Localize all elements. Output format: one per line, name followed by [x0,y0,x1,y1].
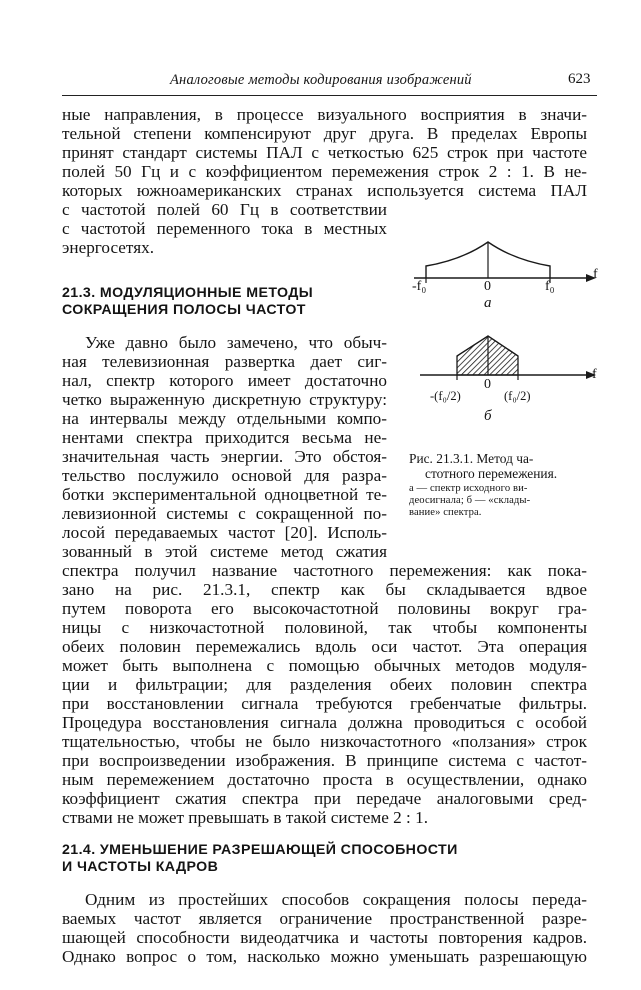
text-line: ваемых частот является ограничение пространственной разре- [62,909,587,928]
text-line: нентами спектра приходится весьма не- [62,428,387,447]
spectrum-folded-diagram [420,336,597,424]
text-line: с частотой переменного тока в местных [62,219,387,238]
text-line: лосой передаваемых частот [20]. Исполь- [62,523,387,542]
text-line: спектра получил название частотного перемежения: как пока- [62,561,587,580]
spectrum-original-diagram [412,242,598,311]
running-head: Аналоговые методы кодирования изображений [170,72,472,88]
text-line: зано на рис. 21.3.1, спектр как бы складывается вдвое [62,580,587,599]
label-zero-a: 0 [484,279,491,294]
text-line: при восстановлении сигнала требуются гребенчатые фильтры. [62,694,587,713]
label-b: б [484,408,492,424]
text-line: с частотой полей 60 Гц в соответствии [62,200,387,219]
label-neg-half-f0: -(f₀/2) [430,389,461,403]
text-line: четко выраженную дискретную структуру: [62,390,387,409]
label-f-b: f [592,367,597,382]
text-line: может быть выполнена с помощью обычных методов модуля- [62,656,587,675]
label-f0: f₀ [545,279,555,294]
section-heading: И ЧАСТОТЫ КАДРОВ [62,859,219,875]
section-heading: 21.4. УМЕНЬШЕНИЕ РАЗРЕШАЮЩЕЙ СПОСОБНОСТИ [62,842,458,858]
text-line: полей 50 Гц и с коэффициентом перемежения строк 2 : 1. В не- [62,162,587,181]
figure-caption-desc: а — спектр исходного ви- [409,483,528,494]
text-line: коэффициент сжатия спектра при передаче аналоговыми сред- [62,789,587,808]
text-line: шающей способности видеодатчика и частоты повторения кадров. [62,928,587,947]
text-line: нал, спектр которого имеет достаточно [62,371,387,390]
text-line: ная телевизионная развертка дает сиг- [62,352,387,371]
text-line: ные направления, в процессе визуального восприятия в значи- [62,105,587,124]
text-line: ствами не может превышать в такой системе 2 : 1. [62,808,429,827]
text-line: ции и фильтрации; для разделения обеих половин спектра [62,675,587,694]
text-line: Одним из простейших способов сокращения полосы переда- [85,890,587,909]
text-line: ботки экспериментальной одноцветной те- [62,485,387,504]
figure-21-3-1 [400,232,600,452]
text-line: значительная часть энергии. Это обстоя- [62,447,387,466]
figure-caption-desc: вание» спектра. [409,507,482,518]
text-line: Уже давно было замечено, что обыч- [85,333,387,352]
label-half-f0: (f₀/2) [504,389,531,403]
label-a: а [484,295,492,311]
text-line: ным перемежением достаточно проста в осуществлении, однако [62,770,587,789]
text-line: левизионной системы с сокращенной по- [62,504,387,523]
header-rule [62,95,597,96]
text-line: тщательностью, чтобы не было низкочастотного «ползания» строк [62,732,587,751]
text-line: тельство послужило основой для разра- [62,466,387,485]
text-line: при воспроизведении изображения. В принципе система с частот- [62,751,587,770]
text-line: обеих половин перемежались вдоль оси частот. Эта операция [62,637,587,656]
text-line: тельной степени компенсируют друг друга. В пределах Европы [62,124,587,143]
label-f-a: f [593,267,598,282]
text-line: которых южноамериканских странах используется система ПАЛ [62,181,587,200]
label-neg-f0: -f₀ [412,279,427,294]
text-line: зованный в этой системе метод сжатия [62,542,387,561]
figure-caption-desc: деосигнала; б — «склады- [409,495,531,506]
text-line: на интервалы между отдельными компо- [62,409,387,428]
page-number: 623 [568,71,591,87]
label-zero-b: 0 [484,377,491,392]
text-line: принят стандарт системы ПАЛ с четкостью 625 строк при частоте [62,143,587,162]
text-line: ницы с низкочастотной половиной, так чтобы компоненты [62,618,587,637]
figure-caption-title: стотного перемежения. [425,466,558,481]
text-line: Однако вопрос о том, насколько можно уменьшать разрешающую [62,947,587,966]
figure-caption-title: Рис. 21.3.1. Метод ча- [409,451,534,466]
section-heading: 21.3. МОДУЛЯЦИОННЫЕ МЕТОДЫ [62,285,314,301]
text-line: энергосетях. [62,238,154,257]
text-line: Процедура восстановления сигнала должна проводиться с особой [62,713,587,732]
text-line: путем поворота его высокочастотной половины вокруг гра- [62,599,587,618]
section-heading: СОКРАЩЕНИЯ ПОЛОСЫ ЧАСТОТ [62,302,306,318]
